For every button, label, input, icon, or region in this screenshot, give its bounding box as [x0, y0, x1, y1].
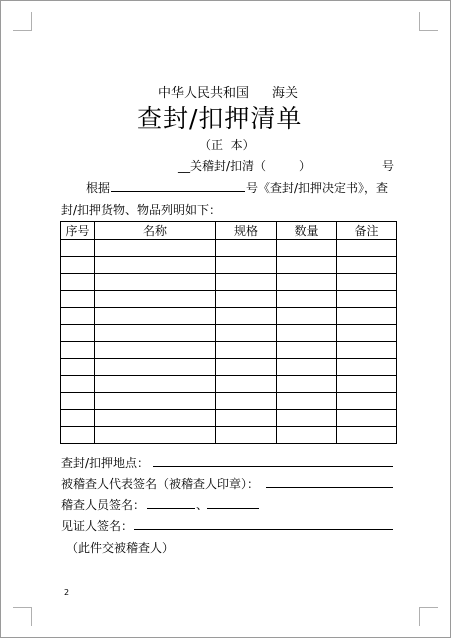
table-cell-remarks[interactable] [337, 376, 397, 393]
table-cell-spec[interactable] [216, 240, 277, 257]
table-cell-spec[interactable] [216, 376, 277, 393]
table-cell-quantity[interactable] [277, 325, 337, 342]
crop-mark-bottom-left-h [13, 607, 31, 608]
table-cell-spec[interactable] [216, 274, 277, 291]
table-cell-quantity[interactable] [277, 393, 337, 410]
column-header-spec: 规格 [216, 222, 277, 240]
basis-continuation: 封/扣押货物、物品列明如下： [61, 203, 222, 217]
crop-mark-top-left-h [13, 30, 31, 31]
inspector-signature-separator: 、 [196, 498, 209, 512]
table-cell-name[interactable] [95, 240, 216, 257]
table-cell-spec[interactable] [216, 393, 277, 410]
table-cell-spec[interactable] [216, 410, 277, 427]
table-cell-name[interactable] [95, 342, 216, 359]
table-cell-remarks[interactable] [337, 291, 397, 308]
table-cell-name[interactable] [95, 359, 216, 376]
reference-prefix: __关稽封/扣清（ [178, 159, 267, 173]
reference-close: ） [299, 159, 312, 173]
crop-mark-top-right-h [420, 30, 438, 31]
table-cell-spec[interactable] [216, 359, 277, 376]
table-cell-name[interactable] [95, 325, 216, 342]
table-row [61, 308, 397, 325]
table-cell-quantity[interactable] [277, 291, 337, 308]
table-cell-serial[interactable] [61, 325, 95, 342]
column-header-remarks: 备注 [337, 222, 397, 240]
table-cell-remarks[interactable] [337, 410, 397, 427]
crop-mark-bottom-right-v [419, 607, 420, 626]
table-cell-name[interactable] [95, 410, 216, 427]
customs-label: 海关 [272, 86, 299, 101]
table-cell-name[interactable] [95, 427, 216, 444]
table-cell-remarks[interactable] [337, 308, 397, 325]
items-table [60, 221, 397, 444]
table-cell-quantity[interactable] [277, 376, 337, 393]
table-row [61, 359, 397, 376]
table-cell-name[interactable] [95, 291, 216, 308]
table-cell-spec[interactable] [216, 257, 277, 274]
inspector-signature-blank-2[interactable] [207, 508, 259, 509]
table-cell-serial[interactable] [61, 308, 95, 325]
copy-label: （正 本） [199, 138, 255, 152]
table-row [61, 291, 397, 308]
basis-number-blank[interactable] [111, 191, 245, 192]
table-cell-serial[interactable] [61, 410, 95, 427]
table-row [61, 274, 397, 291]
inspector-signature-blank-1[interactable] [147, 508, 195, 509]
table-cell-serial[interactable] [61, 427, 95, 444]
table-body [61, 240, 397, 444]
table-cell-serial[interactable] [61, 393, 95, 410]
table-cell-remarks[interactable] [337, 427, 397, 444]
basis-prefix: 根据 [86, 181, 111, 195]
table-row [61, 410, 397, 427]
document-title: 查封/扣押清单 [137, 104, 303, 133]
table-cell-serial[interactable] [61, 274, 95, 291]
table-cell-spec[interactable] [216, 308, 277, 325]
table-cell-remarks[interactable] [337, 257, 397, 274]
column-header-serial: 序号 [61, 222, 95, 240]
reference-number-suffix: 号 [382, 159, 395, 173]
page-number: 2 [64, 588, 70, 597]
table-cell-quantity[interactable] [277, 240, 337, 257]
table-cell-quantity[interactable] [277, 342, 337, 359]
table-cell-name[interactable] [95, 274, 216, 291]
table-cell-remarks[interactable] [337, 240, 397, 257]
table-row [61, 427, 397, 444]
table-row [61, 393, 397, 410]
basis-suffix: 号《查封/扣押决定书》，查 [246, 181, 389, 195]
table-cell-serial[interactable] [61, 291, 95, 308]
table-cell-quantity[interactable] [277, 274, 337, 291]
country-name: 中华人民共和国 [158, 86, 250, 101]
delivery-note: （此件交被稽查人） [66, 541, 175, 555]
table-cell-serial[interactable] [61, 257, 95, 274]
table-cell-name[interactable] [95, 308, 216, 325]
representative-signature-blank[interactable] [266, 487, 393, 488]
crop-mark-bottom-left-v [31, 607, 32, 626]
table-row [61, 257, 397, 274]
table-cell-serial[interactable] [61, 342, 95, 359]
crop-mark-top-right-v [419, 12, 420, 31]
table-row [61, 325, 397, 342]
table-header-row [61, 222, 397, 240]
location-label: 查封/扣押地点： [61, 456, 150, 470]
witness-signature-blank[interactable] [134, 529, 393, 530]
table-cell-remarks[interactable] [337, 325, 397, 342]
inspector-signature-label: 稽查人员签名： [61, 498, 146, 512]
column-header-name: 名称 [95, 222, 216, 240]
table-cell-serial[interactable] [61, 359, 95, 376]
table-cell-name[interactable] [95, 257, 216, 274]
table-cell-name[interactable] [95, 376, 216, 393]
crop-mark-top-left-v [31, 12, 32, 31]
table-cell-serial[interactable] [61, 376, 95, 393]
column-header-quantity: 数量 [277, 222, 337, 240]
table-cell-quantity[interactable] [277, 427, 337, 444]
table-cell-spec[interactable] [216, 342, 277, 359]
table-cell-remarks[interactable] [337, 342, 397, 359]
crop-mark-bottom-right-h [420, 607, 438, 608]
table-cell-quantity[interactable] [277, 308, 337, 325]
table-cell-remarks[interactable] [337, 274, 397, 291]
table-cell-spec[interactable] [216, 427, 277, 444]
table-cell-name[interactable] [95, 393, 216, 410]
table-cell-quantity[interactable] [277, 359, 337, 376]
table-cell-remarks[interactable] [337, 393, 397, 410]
table-cell-quantity[interactable] [277, 410, 337, 427]
table-cell-quantity[interactable] [277, 257, 337, 274]
location-blank[interactable] [153, 466, 393, 467]
table-cell-spec[interactable] [216, 325, 277, 342]
table-row [61, 342, 397, 359]
table-row [61, 376, 397, 393]
table-cell-serial[interactable] [61, 240, 95, 257]
table-row [61, 240, 397, 257]
table-cell-remarks[interactable] [337, 359, 397, 376]
representative-signature-label: 被稽查人代表签名（被稽查人印章）： [61, 477, 260, 491]
witness-signature-label: 见证人签名： [61, 519, 134, 533]
table-cell-spec[interactable] [216, 291, 277, 308]
